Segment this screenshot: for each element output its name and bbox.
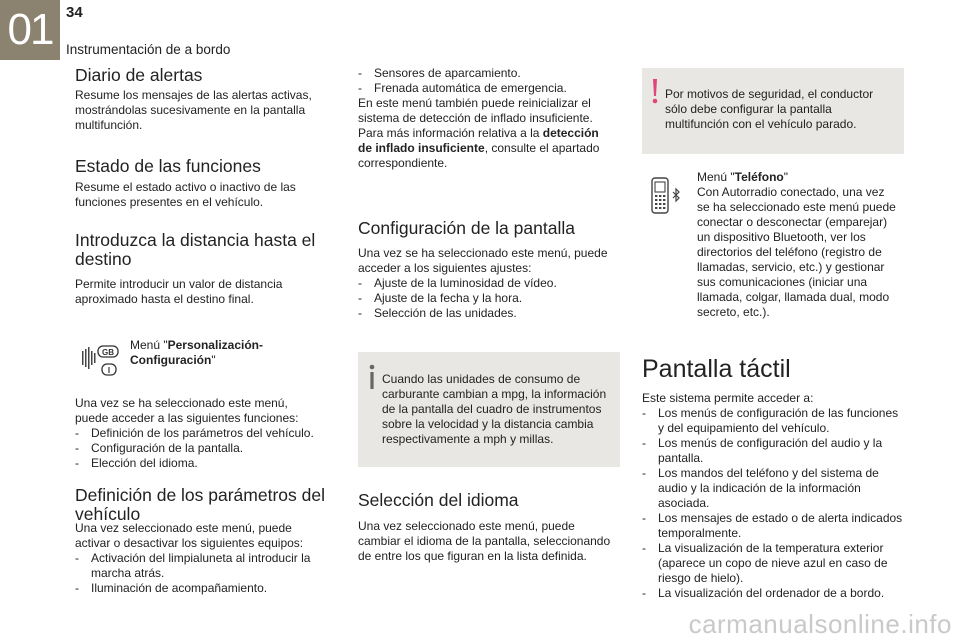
personalization-text: Una vez se ha seleccionado este menú, puede acceder a las siguientes funciones:	[75, 396, 299, 425]
list-item: - Definición de los parámetros del vehículo.	[75, 426, 335, 441]
phone-menu-label: Menú "Teléfono"	[697, 170, 788, 184]
warning-icon	[650, 78, 660, 104]
vehicle-params-list	[75, 551, 315, 596]
list-item: - Activación del limpialuneta al introducir la marcha atrás.	[75, 551, 315, 581]
touchscreen-heading: Pantalla táctil	[642, 355, 791, 383]
vehicle-params-heading: Definición de los parámetros del vehículo	[75, 485, 325, 524]
list-item: - Frenada automática de emergencia.	[358, 81, 618, 96]
language-flag-top-label: GB	[102, 348, 114, 357]
personalization-list	[75, 426, 335, 471]
touchscreen-list	[642, 406, 904, 601]
functions-state-text: Resume el estado activo o inactivo de las funciones presentes en el vehículo.	[75, 180, 296, 209]
chapter-tab: 01	[0, 0, 60, 60]
list-item: - Los mandos del teléfono y del sistema de audio y la indicación de la información asociada.	[642, 466, 904, 511]
list-item: - Selección de las unidades.	[358, 306, 618, 321]
list-item: - La visualización de la temperatura exterior (aparece un copo de nieve azul en caso de riesgo de hielo).	[642, 541, 904, 586]
language-flag-bottom-label: I	[107, 366, 111, 375]
warning-box-text: Por motivos de seguridad, el conductor sólo debe configurar la pantalla multifunción con el vehículo parado.	[665, 87, 874, 131]
more-info-text: Para más información relativa a la detección de inflado insuficiente, consulte el apartado correspondiente.	[358, 126, 600, 170]
list-item: - Ajuste de la fecha y la hora.	[358, 291, 618, 306]
alert-log-heading: Diario de alertas	[75, 65, 203, 85]
list-item: - Configuración de la pantalla.	[75, 441, 335, 456]
display-config-text: Una vez se ha seleccionado este menú, puede acceder a los siguientes ajustes:	[358, 246, 608, 275]
language-text: Una vez seleccionado este menú, puede cambiar el idioma de la pantalla, seleccionando de entre los que figuran en la lista definida.	[358, 519, 611, 563]
language-heading: Selección del idioma	[358, 490, 519, 510]
display-config-heading: Configuración de la pantalla	[358, 218, 575, 238]
list-item: - Elección del idioma.	[75, 456, 335, 471]
page-number: 34	[66, 4, 83, 21]
language-flag-icon	[78, 343, 122, 379]
distance-heading: Introduzca la distancia hasta el destino	[75, 230, 316, 269]
list-item: - Sensores de aparcamiento.	[358, 66, 618, 81]
touchscreen-text: Este sistema permite acceder a:	[642, 391, 814, 405]
list-item: - Iluminación de acompañamiento.	[75, 581, 315, 596]
list-item: - Los menús de configuración de las funciones y del equipamiento del vehículo.	[642, 406, 904, 436]
phone-menu-text: Con Autorradio conectado, una vez se ha seleccionado este menú puede conectar o desconectar (emparejar) un dispositivo Bluetooth, ver los directorios del teléfono (registro de llamadas, servicio, etc.) y gestionar sus comunicaciones (iniciar una llamada, colgar, llamada dual, modo secreto, etc.).	[697, 185, 896, 319]
list-item: - Los mensajes de estado o de alerta indicados temporalmente.	[642, 511, 904, 541]
section-title: Instrumentación de a bordo	[66, 42, 231, 57]
reset-text: En este menú también puede reinicializar el sistema de detección de inflado insuficiente.	[358, 96, 593, 125]
functions-state-heading: Estado de las funciones	[75, 156, 261, 176]
display-config-list	[358, 276, 618, 321]
list-item: - Los menús de configuración del audio y la pantalla.	[642, 436, 904, 466]
personalization-menu-label: Menú "Personalización-Configuración"	[130, 338, 263, 367]
list-item: - Ajuste de la luminosidad de vídeo.	[358, 276, 618, 291]
watermark: carmanualsonline.info	[688, 609, 952, 639]
info-box-text: Cuando las unidades de consumo de carburante cambian a mpg, la información de la pantalla del cuadro de instrumentos sobre la velocidad y la distancia cambia respectivamente a mph y millas.	[382, 372, 607, 446]
info-icon	[366, 364, 378, 390]
vehicle-params-text: Una vez seleccionado este menú, puede activar o desactivar los siguientes equipos:	[75, 521, 304, 550]
distance-text: Permite introducir un valor de distancia aproximado hasta el destino final.	[75, 277, 283, 306]
features-list	[358, 66, 618, 96]
list-item: - La visualización del ordenador de a bordo.	[642, 586, 904, 601]
phone-bluetooth-icon	[648, 176, 684, 216]
alert-log-text: Resume los mensajes de las alertas activas, mostrándolas sucesivamente en la pantalla multifunción.	[75, 88, 312, 132]
